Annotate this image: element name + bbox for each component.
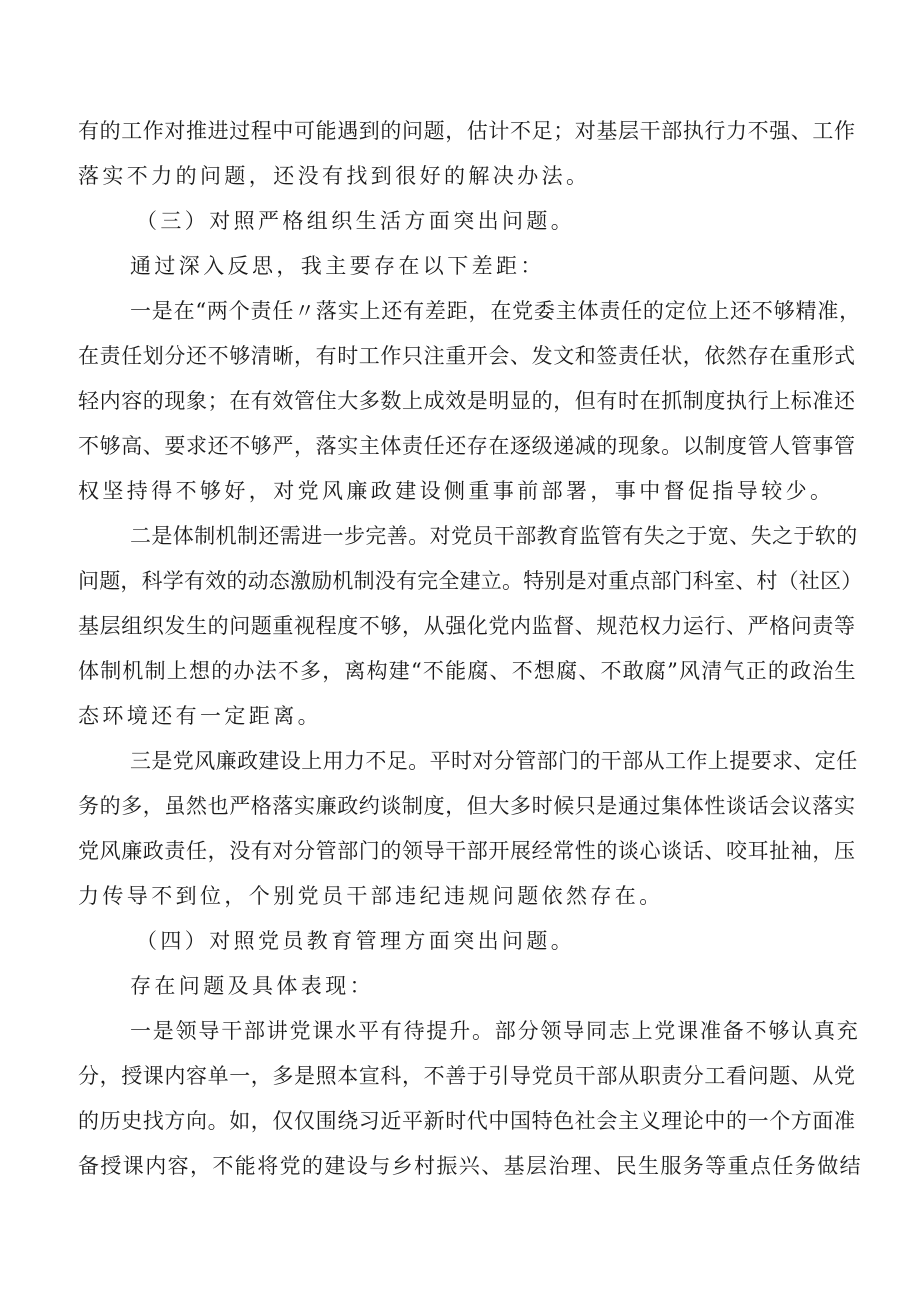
section-heading: （三）对照严格组织生活方面突出问题。 [136, 209, 576, 233]
text-line: 不够高、要求还不够严，落实主体责任还存在逐级递减的现象。以制度管人管事管 [78, 434, 856, 458]
text-line: 的历史找方向。如，仅仅围绕习近平新时代中国特色社会主义理论中的一个方面准 [78, 1109, 856, 1133]
text-line: 轻内容的现象；在有效管住大多数上成效是明显的，但有时在抓制度执行上标准还 [78, 389, 856, 413]
text-line: 三是党风廉政建设上用力不足。平时对分管部门的干部从工作上提要求、定任 [130, 749, 858, 773]
text-line: 通过深入反思，我主要存在以下差距： [130, 254, 545, 278]
text-line: 体制机制上想的办法不多，离构建“不能腐、不想腐、不敢腐”风清气正的政治生 [78, 659, 857, 683]
text-line: 二是体制机制还需进一步完善。对党员干部教育监管有失之于宽、失之于软的 [130, 524, 858, 548]
text-line: 党风廉政责任，没有对分管部门的领导干部开展经常性的谈心谈话、咬耳扯袖，压 [78, 839, 856, 863]
section-heading: （四）对照党员教育管理方面突出问题。 [136, 929, 576, 953]
text-line: 有的工作对推进过程中可能遇到的问题，估计不足；对基层干部执行力不强、工作 [78, 119, 856, 143]
text-line: 态环境还有一定距离。 [78, 704, 322, 728]
text-line: 一是在“两个责任〃落实上还有差距，在党委主体责任的定位上还不够精准， [130, 299, 861, 323]
text-line: 存在问题及具体表现： [130, 974, 374, 998]
text-line: 在责任划分还不够清晰，有时工作只注重开会、发文和签责任状，依然存在重形式 [78, 344, 856, 368]
text-line: 务的多，虽然也严格落实廉政约谈制度，但大多时候只是通过集体性谈话会议落实 [78, 794, 856, 818]
text-line: 落实不力的问题，还没有找到很好的解决办法。 [78, 164, 591, 188]
text-line: 备授课内容，不能将党的建设与乡村振兴、基层治理、民生服务等重点任务做结 [78, 1154, 862, 1178]
text-line: 力传导不到位，个别党员干部违纪违规问题依然存在。 [78, 884, 664, 908]
text-line: 权坚持得不够好，对党风廉政建设侧重事前部署，事中督促指导较少。 [78, 479, 835, 503]
text-line: 问题，科学有效的动态激励机制没有完全建立。特别是对重点部门科室、村（社区） [78, 569, 863, 593]
text-line: 分，授课内容单一，多是照本宣科，不善于引导党员干部从职责分工看问题、从党 [78, 1064, 856, 1088]
text-line: 一是领导干部讲党课水平有待提升。部分领导同志上党课准备不够认真充 [130, 1019, 860, 1043]
text-line: 基层组织发生的问题重视程度不够，从强化党内监督、规范权力运行、严格问责等 [78, 614, 856, 638]
